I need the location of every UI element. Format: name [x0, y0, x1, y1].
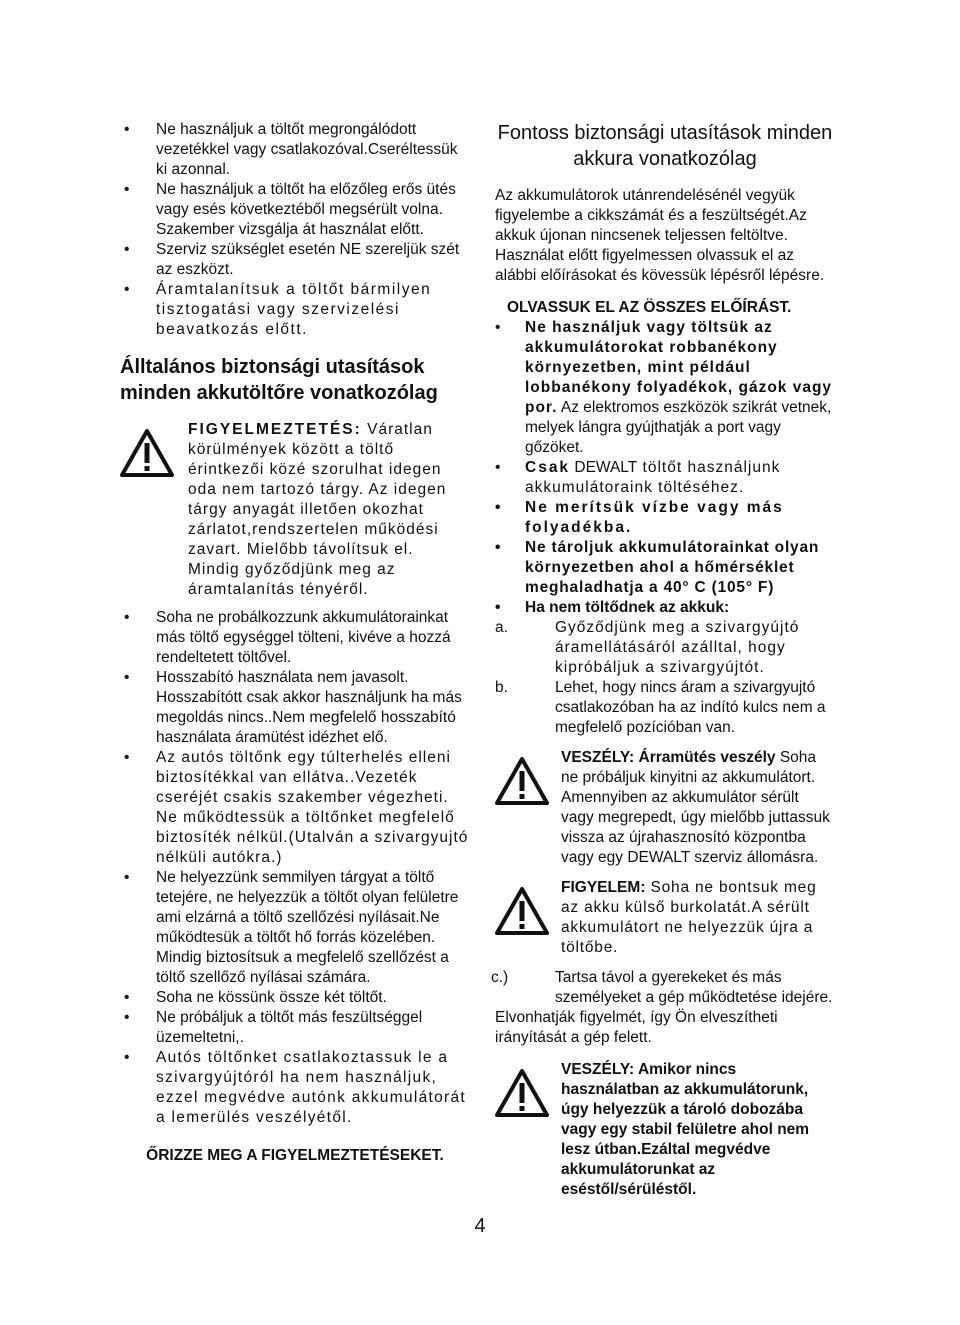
- list-item: • Az autós töltőnk egy túlterhelés elleni biztosítékkal van ellátva..Vezeték cseréjét csakis szakember végezheti. Ne működtessük a töltőnket megfelelő biztosíték nélkül.(Utalván a szivargyujtó nélküli autókra.): [120, 748, 470, 868]
- intro-paragraph: Használat előtt figyelmessen olvassuk el az alábbi előírásokat és kövessük lépésről lépésre.: [495, 247, 825, 284]
- left-column: [120, 120, 470, 1166]
- keep-warnings-note: ŐRIZZE MEG A FIGYELMEZTETÉSEKET.: [146, 1147, 444, 1164]
- warning-triangle-icon: [495, 1060, 553, 1124]
- list-item: • Ne helyezzünk semmilyen tárgyat a töltő tetejére, ne helyezzük a töltőt olyan felületre ami elzárná a töltő szellőzési nyílásait.Ne működtesük a töltőt hő forrás közelében. Mindig biztosítsuk a megfelelő szellőzést a töltő szellőző nyílásai számára.: [120, 868, 470, 988]
- right-column: [491, 120, 835, 1200]
- list-item: • Soha ne probálkozzunk akkumulátorainkat más töltő egységgel tölteni, kivéve a hozzá rendeltetett töltővel.: [120, 608, 470, 668]
- warning-text: Váratlan körülmények között a töltő érintkezői közé szorulhat idegen oda nem tartozó tárgy. Az idegen tárgy anyagát illetően okozhat zárlatot,rendszertelen működési zavart. Mielőbb távolítsuk el. Mindig győződjünk meg az áramtalanítás tényéről.: [188, 421, 447, 598]
- warning-triangle-icon: [120, 420, 178, 484]
- warning-triangle-icon: [495, 748, 553, 812]
- sub-item-a: a. Győződjünk meg a szivargyújtó áramellátásáról azálltal, hogy kipróbáljuk a szivargyújtót.: [495, 619, 800, 676]
- list-item: • Ne merítsük vízbe vagy más folyadékba.: [495, 498, 835, 538]
- list-item: • Soha ne kössünk össze két töltőt.: [120, 988, 470, 1008]
- warning-triangle-icon: [495, 878, 553, 942]
- sub-item-b: b. Lehet, hogy nincs áram a szivargyujtó csatlakozóban ha az indító kulcs nem a megfelelő pozícióban van.: [495, 679, 826, 736]
- caution-block: [495, 878, 835, 958]
- danger-block-electric: [495, 748, 835, 868]
- distraction-note: Elvonhatják figyelmét, így Ön elveszítheti irányítását a gép felett.: [495, 1009, 778, 1046]
- battery-safety-list: [495, 318, 835, 618]
- list-item: • Ne tároljuk akkumulátorainkat olyan környezetben ahol a hőmérséklet meghaladhatja a 40° C (105° F): [495, 538, 835, 598]
- warning-block: [120, 420, 470, 600]
- danger-label: VESZÉLY: Árramütés veszély: [561, 749, 776, 766]
- list-item-text: Áramtalanítsuk a töltőt bármilyen tisztogatási vagy szervizelési beavatkozás előtt.: [156, 281, 432, 338]
- intro-paragraph: Az akkumulátorok utánrendelésénél vegyük figyelembe a cikkszámát és a feszültségét.Az akkuk újonan nincsenek teljessen feltöltve.: [495, 187, 807, 244]
- danger-block-storage: [495, 1060, 835, 1200]
- caution-label: FIGYELEM:: [561, 879, 646, 896]
- list-item: • Ha nem töltődnek az akkuk:: [495, 598, 835, 618]
- list-item: • Szerviz szükséglet esetén NE szereljük szét az eszközt.: [120, 240, 470, 280]
- brand-name: DEWALT: [574, 459, 638, 476]
- section-heading-charger: Álltalános biztonsági utasítások minden akkutöltőre vonatkozólag: [120, 356, 438, 404]
- list-item: [120, 280, 470, 340]
- section-heading-battery: Fontoss biztonsági utasítások minden akkura vonatkozólag: [497, 122, 833, 170]
- list-item: • Ne próbáljuk a töltőt más feszültséggel üzemeltetni,.: [120, 1008, 470, 1048]
- caution-text: Soha ne bontsuk meg az akku külső burkolatát.A sérült akkumulátort ne helyezzük újra a töltőbe.: [561, 879, 817, 956]
- list-item: • Autós töltőnket csatlakoztassuk le a szivargyújtóról ha nem használjuk, ezzel megvédve autónk akkumulátorát a lemerülés veszélyétől.: [120, 1048, 470, 1128]
- charger-usage-list: [120, 608, 470, 1128]
- charger-safety-list: [120, 120, 470, 340]
- list-item: • Hosszabító használata nem javasolt. Hosszabítótt csak akkor használjunk ha más megoldás nincs..Nem megfelelő hosszabító használata áramütést idézhet elő.: [120, 668, 470, 748]
- list-item: • Ne használjuk a töltőt ha előzőleg erős ütés vagy esés következtéből megsérült volna. Szakember vizsgálja át használat előtt.: [120, 180, 470, 240]
- danger-storage-text: VESZÉLY: Amikor nincs használatban az akkumulátorunk, úgy helyezzük a tároló dobozába vagy egy stabil felületre ahol nem lesz útban.Ezáltal megvédve akkumulátorunkat az eséstől/sérüléstől.: [561, 1061, 810, 1198]
- list-item: • Csak DEWALT töltőt használjunk akkumulátoraink töltéséhez.: [495, 458, 835, 498]
- list-item: • Ne használjuk a töltőt megrongálódott vezetékkel vagy csatlakozóval.Cseréltessük ki azonnal.: [120, 120, 470, 180]
- page-number: 4: [474, 1215, 486, 1237]
- list-item: • Ne használjuk vagy töltsük az akkumulátorokat robbanékony környezetben, mint például lobbanékony folyadékok, gázok vagy por. Az elektromos eszközök szikrát vetnek, melyek lángra gyújthatják a port vagy gőzöket.: [495, 318, 835, 458]
- warning-label: FIGYELMEZTETÉS:: [188, 421, 362, 438]
- read-all-heading: OLVASSUK EL AZ ÖSSZES ELŐÍRÁST.: [507, 299, 792, 316]
- danger-text: Soha ne próbáljuk kinyitni az akkumulátort. Amennyiben az akkumulátor sérült vagy megrepedt, úgy mielőbb juttassuk vissza az újrahasznosító központba vagy egy DEWALT szerviz állomásra.: [561, 749, 830, 866]
- sub-item-c: c.) Tartsa távol a gyerekeket és más személyeket a gép működtetése idejére.: [491, 969, 833, 1006]
